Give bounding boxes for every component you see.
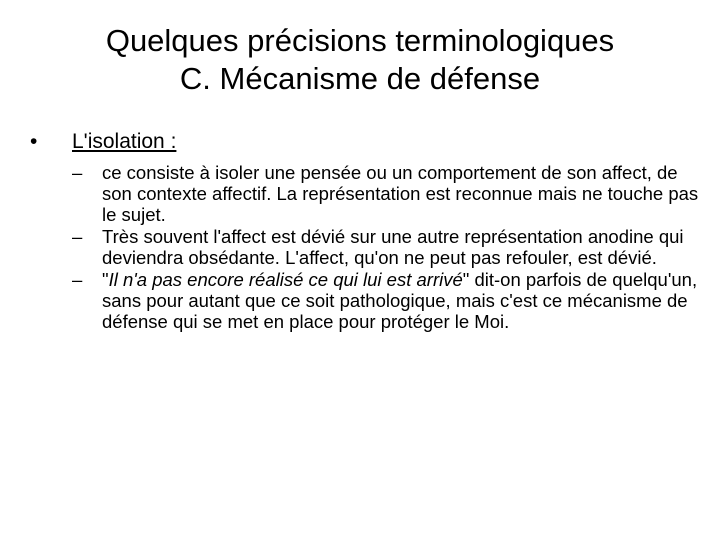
dash-marker: – <box>72 226 83 247</box>
title-line-1: Quelques précisions terminologiques <box>105 23 615 58</box>
sub-item-text: ce consiste à isoler une pensée ou un comportement de son affect, de son contexte affectif. La représentation est reconnue mais ne touche pas le sujet. <box>102 162 699 225</box>
quote-open: " <box>102 269 109 290</box>
sub-item-definition <box>72 162 707 225</box>
sub-item-text: " dit-on parfois de quelqu'un, sans pour autant que ce soit pathologique, mais c'est ce mécanisme de défense qui se met en place pour protéger le Moi. <box>102 269 698 332</box>
title-line-2: C. Mécanisme de défense <box>179 61 541 96</box>
bullet-heading: L'isolation : <box>72 130 177 153</box>
sub-item-affect <box>72 226 707 268</box>
sub-item-example <box>72 269 707 332</box>
slide-title <box>36 22 684 98</box>
dash-marker: – <box>72 162 83 183</box>
slide-content <box>30 128 699 333</box>
bullet-isolation <box>30 128 690 155</box>
quote-italic: Il n'a pas encore réalisé ce qui lui est arrivé <box>108 269 463 290</box>
sub-item-text: Très souvent l'affect est dévié sur une autre représentation anodine qui deviendra obsédante. L'affect, qu'on ne peut pas refouler, est dévié. <box>102 226 684 268</box>
bullet-marker: • <box>30 130 38 153</box>
dash-marker: – <box>72 269 83 290</box>
sub-list <box>72 162 699 332</box>
